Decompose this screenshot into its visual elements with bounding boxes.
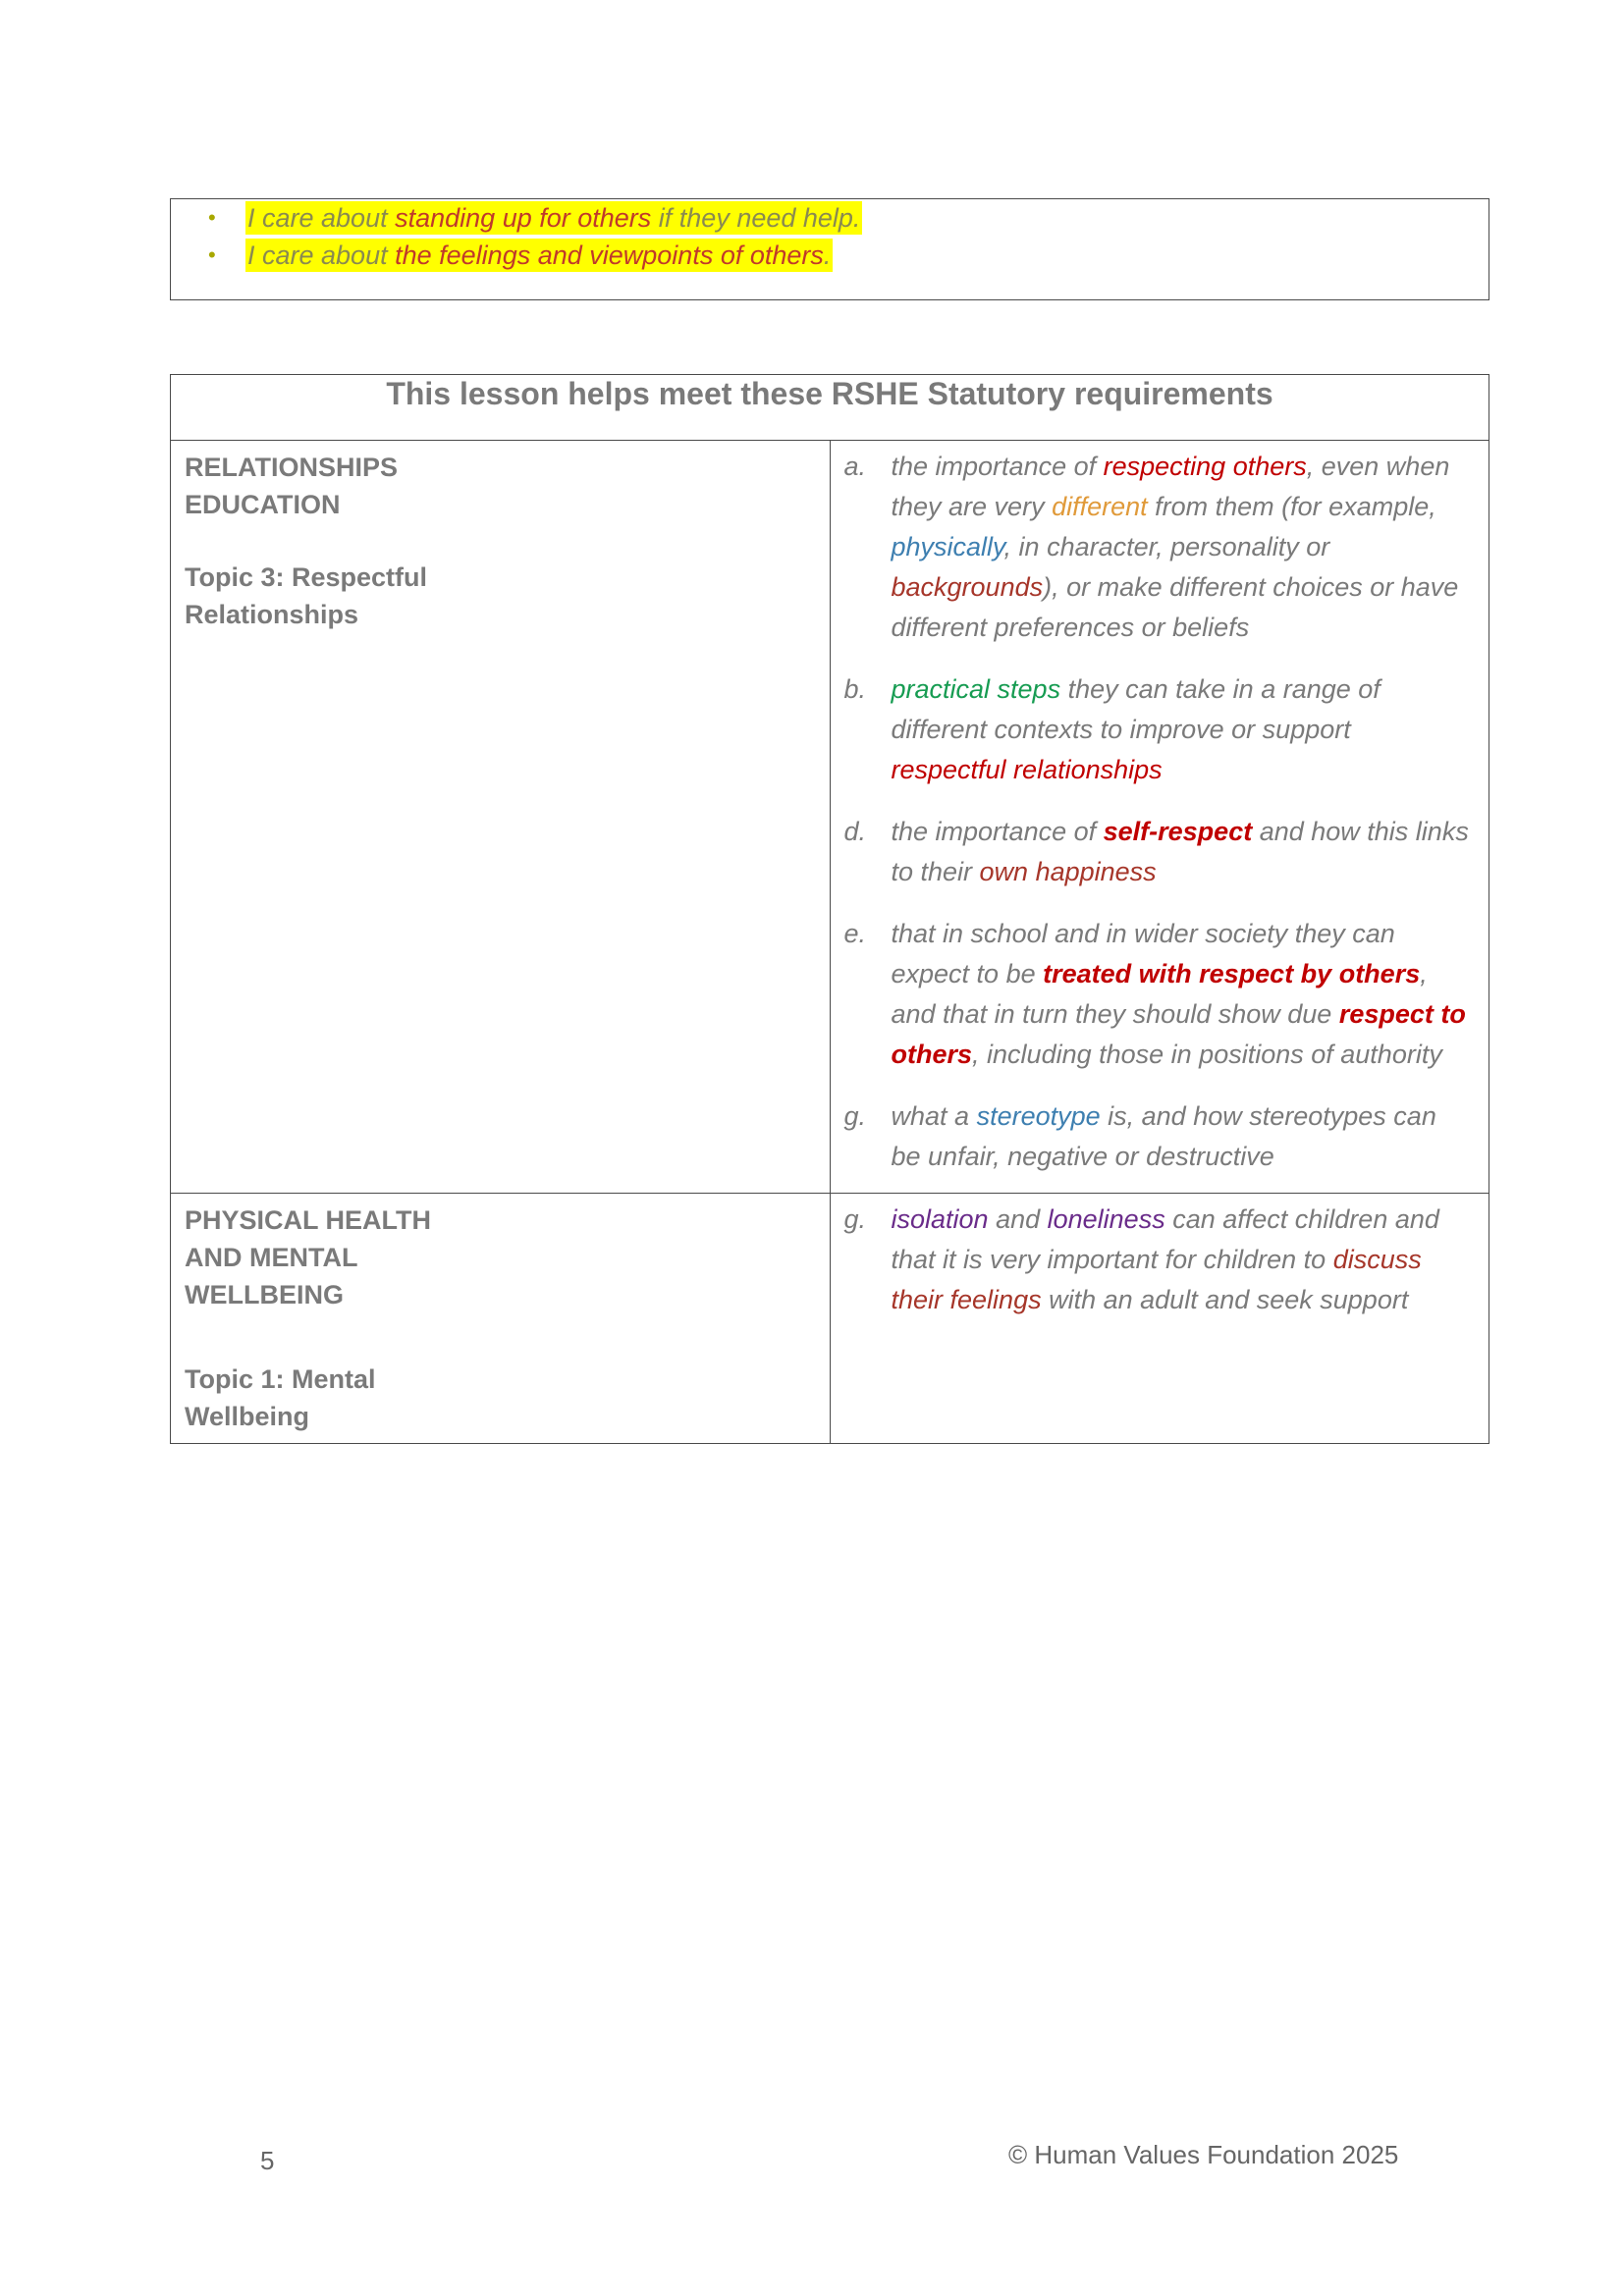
table-title: This lesson helps meet these RSHE Statutory requirements xyxy=(171,375,1489,441)
category-cell: PHYSICAL HEALTH AND MENTAL WELLBEING Topic 1: Mental Wellbeing xyxy=(171,1194,831,1444)
table-row xyxy=(171,1194,1489,1444)
requirement-item: g. isolation and loneliness can affect children and that it is very important for children to discuss their feelings with an adult and seek support xyxy=(843,1204,1439,1314)
values-list xyxy=(208,199,862,274)
topic-label: Topic 1: Mental Wellbeing xyxy=(185,1364,376,1431)
bullet-icon: • xyxy=(208,242,216,267)
values-box xyxy=(170,198,1489,300)
category-cell: RELATIONSHIPS EDUCATION Topic 3: Respectful Relationships xyxy=(171,441,831,1194)
page-number: 5 xyxy=(260,2146,275,2175)
requirements-cell xyxy=(830,441,1489,1194)
requirement-item: b. practical steps they can take in a range of different contexts to improve or support respectful relationships xyxy=(843,674,1380,784)
copyright-notice: © Human Values Foundation 2025 xyxy=(1008,2140,1399,2169)
topic-label: Topic 3: Respectful Relationships xyxy=(185,562,428,629)
bullet-icon: • xyxy=(208,205,216,230)
list-item xyxy=(208,237,862,274)
list-item xyxy=(208,199,862,237)
rshe-requirements-table xyxy=(170,374,1489,1444)
requirement-item: d. the importance of self-respect and how this links to their own happiness xyxy=(843,817,1469,886)
requirements-cell xyxy=(830,1194,1489,1444)
requirement-item: e. that in school and in wider society they can expect to be treated with respect by others, and that in turn they should show due respect to others, including those in positions of authority xyxy=(843,919,1466,1069)
highlighted-statement: I care about the feelings and viewpoints of others. xyxy=(247,240,832,270)
table-row xyxy=(171,441,1489,1194)
requirement-item: g. what a stereotype is, and how stereotypes can be unfair, negative or destructive xyxy=(843,1101,1436,1171)
highlighted-statement: I care about standing up for others if they need help. xyxy=(247,203,861,233)
requirement-item: a. the importance of respecting others, even when they are very different from them (for example, physically, in character, personality or backgrounds), or make different choices or have different preferences or beliefs xyxy=(843,452,1459,642)
